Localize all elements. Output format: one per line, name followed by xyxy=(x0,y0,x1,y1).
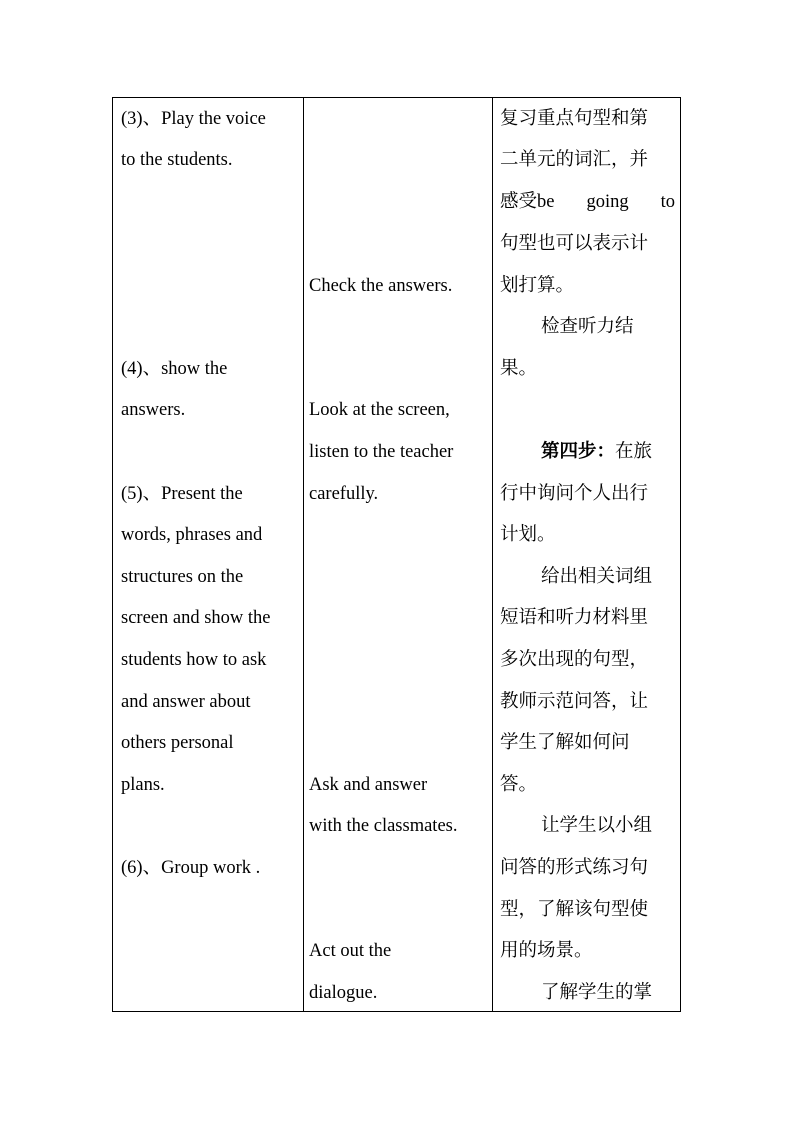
text-line: (4)、show the xyxy=(121,359,228,379)
text-line xyxy=(500,192,675,212)
text-fragment: 在旅 xyxy=(615,442,653,462)
column-divider xyxy=(303,98,304,1011)
text-line: 给出相关词组 xyxy=(541,567,653,587)
lesson-plan-table xyxy=(112,97,681,1012)
text-line: 了解学生的掌 xyxy=(541,983,653,1003)
text-fragment: 感受be xyxy=(500,192,555,212)
text-line: Check the answers. xyxy=(309,276,453,296)
text-line: 检查听力结 xyxy=(541,317,634,337)
step-heading: 第四步： xyxy=(541,442,616,462)
text-fragment: going xyxy=(586,192,629,212)
text-line: 用的场景。 xyxy=(500,941,593,961)
text-line: 行中询问个人出行 xyxy=(500,484,649,504)
text-line: 复习重点句型和第 xyxy=(500,109,649,129)
text-line: 让学生以小组 xyxy=(541,816,653,836)
text-line: 多次出现的句型， xyxy=(500,650,649,670)
text-line: screen and show the xyxy=(121,608,271,628)
text-line: Act out the xyxy=(309,941,392,961)
text-line: structures on the xyxy=(121,567,244,587)
text-line: with the classmates. xyxy=(309,816,458,836)
text-line: Ask and answer xyxy=(309,775,428,795)
text-line: to the students. xyxy=(121,150,233,170)
text-line: 句型也可以表示计 xyxy=(500,234,649,254)
text-line: 计划。 xyxy=(500,525,556,545)
text-line: words, phrases and xyxy=(121,525,263,545)
text-line: others personal xyxy=(121,733,234,753)
text-line: carefully. xyxy=(309,484,379,504)
text-line: 问答的形式练习句 xyxy=(500,858,649,878)
text-line: dialogue. xyxy=(309,983,378,1003)
column-divider xyxy=(492,98,493,1011)
text-fragment: to xyxy=(660,192,675,212)
text-line: 教师示范问答，让 xyxy=(500,692,649,712)
text-line: answers. xyxy=(121,400,186,420)
text-line xyxy=(541,442,652,462)
text-line: 果。 xyxy=(500,359,538,379)
text-line: and answer about xyxy=(121,692,251,712)
text-line: (6)、Group work . xyxy=(121,858,261,878)
text-line: 划打算。 xyxy=(500,276,575,296)
text-line: listen to the teacher xyxy=(309,442,454,462)
text-line: students how to ask xyxy=(121,650,267,670)
text-line: (5)、Present the xyxy=(121,484,243,504)
text-line: Look at the screen, xyxy=(309,400,450,420)
text-line: plans. xyxy=(121,775,165,795)
text-line: 型，了解该句型使 xyxy=(500,900,649,920)
text-line: 二单元的词汇，并 xyxy=(500,150,649,170)
text-line: 短语和听力材料里 xyxy=(500,608,649,628)
text-line: 答。 xyxy=(500,775,538,795)
text-line: 学生了解如何问 xyxy=(500,733,630,753)
text-line: (3)、Play the voice xyxy=(121,109,266,129)
